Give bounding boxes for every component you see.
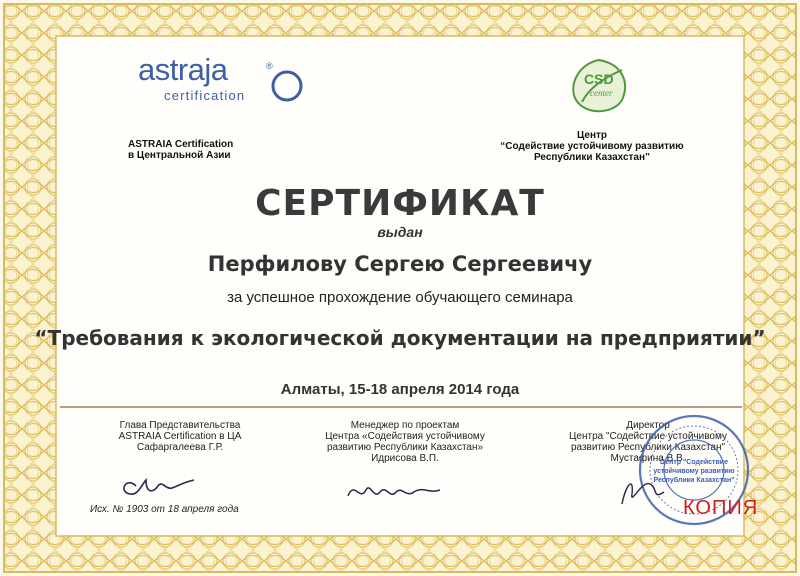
csd-caption-line1: Центр — [576, 130, 608, 141]
astraia-caption-line1: ASTRAIA Certification — [128, 139, 234, 150]
issued-label: выдан — [377, 224, 423, 240]
handwritten-signature-3 — [612, 470, 682, 510]
astraia-caption — [128, 139, 268, 161]
signatory-organization: ASTRAIA Certification в ЦА — [118, 431, 242, 442]
place-date: Алматы, 15-18 апреля 2014 года — [280, 381, 520, 398]
signature-block-manager — [300, 420, 510, 464]
astraia-registered-mark: ® — [266, 61, 273, 71]
signatory-organization-line1: Центра «Содействия устойчивому — [325, 431, 485, 442]
seminar-title: “Требования к экологической документации на предприятии” — [34, 326, 766, 350]
stamp-text-line3: Республики Казахстан" — [653, 477, 735, 484]
signatory-name: Сафаргалеева Г.Р. — [136, 442, 224, 453]
signatory-name: Мустафина В.В. — [610, 453, 686, 464]
reference-number: Исх. № 1903 от 18 апреля года — [90, 504, 239, 515]
astraia-logo-subtext: certification — [164, 88, 246, 103]
divider-line — [60, 406, 742, 408]
csd-logo-subtext: center — [590, 88, 613, 98]
signatory-title: Глава Представительства — [119, 420, 241, 431]
astraia-logo-text: astraja — [138, 52, 228, 87]
signatory-organization-line2: развитию Республики Казахстан» — [326, 442, 484, 453]
certificate-description: за успешное прохождение обучающего семинара — [227, 289, 573, 306]
csd-logo — [564, 56, 634, 123]
stamp-text-line2: устойчивому развитию — [653, 468, 735, 475]
certificate-title: СЕРТИФИКАТ — [255, 183, 545, 224]
astraia-caption-line2: в Центральной Азии — [128, 150, 231, 161]
signature-block-astraia — [80, 420, 280, 453]
handwritten-signature-2 — [344, 474, 444, 506]
csd-leaf-icon — [564, 56, 634, 118]
copy-mark: КОПИЯ — [683, 497, 759, 519]
recipient-name: Перфилову Сергею Сергеевичу — [207, 252, 593, 276]
csd-caption-line2: “Содействие устойчивому развитию — [500, 141, 684, 152]
signatory-title: Директор — [626, 420, 670, 431]
handwritten-signature-1 — [116, 466, 196, 502]
csd-caption-line3: Республики Казахстан” — [533, 152, 651, 163]
csd-logo-text: CSD — [584, 71, 614, 87]
signatory-name: Идрисова В.П. — [371, 453, 439, 464]
stamp-text-line1: Центр "Содействие — [660, 459, 728, 466]
signatory-organization-line1: Центра "Содействие устойчивому — [569, 431, 727, 442]
signatory-title: Менеджер по проектам — [350, 420, 460, 431]
csd-caption — [482, 130, 702, 163]
signatory-organization-line2: развитию Республики Казахстан" — [570, 442, 726, 453]
